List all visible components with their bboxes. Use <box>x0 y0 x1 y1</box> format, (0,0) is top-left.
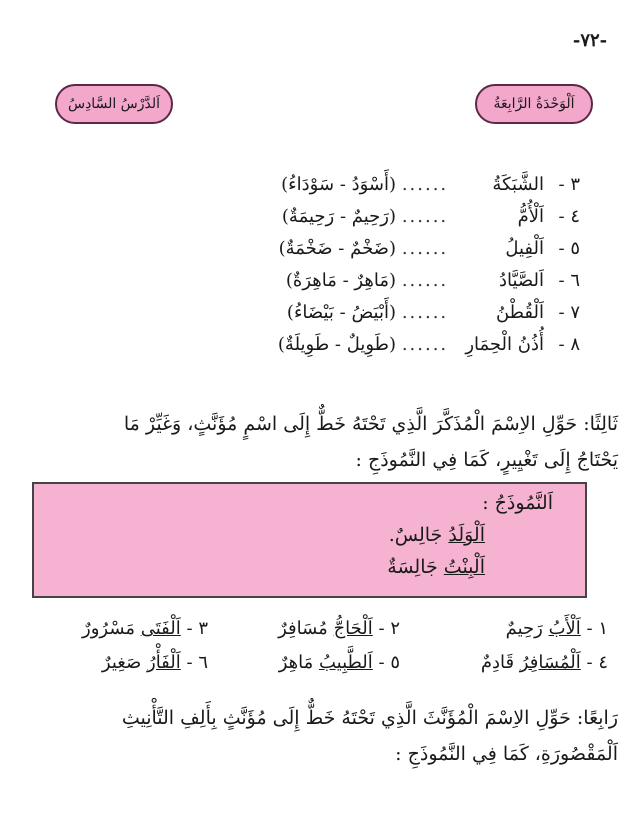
example-predicate: صَغِيرٌ <box>101 652 142 673</box>
model-box <box>32 482 587 598</box>
exercise-4-text-1: حَوِّلِ الاِسْمَ الْمُؤَنَّثَ الَّذِي تَحْتَهُ خَطٌّ إِلَى مُؤَنَّثٍ بِأَلِفِ التَّأْنِيثِ <box>121 707 571 729</box>
vocab-row <box>220 168 580 200</box>
example-subject: اَلْفَتَى <box>140 618 181 639</box>
vocab-word: اَلْفِيلُ <box>505 237 544 259</box>
vocab-dots: ...... <box>401 301 449 323</box>
vocab-row <box>220 296 580 328</box>
exercise-4-instruction <box>20 700 618 772</box>
vocab-list <box>220 168 580 360</box>
vocab-options: (ضَخْمٌ - ضَخْمَةٌ) <box>278 237 396 259</box>
exercise-3-instruction <box>20 406 618 478</box>
vocab-row <box>220 264 580 296</box>
example-number: ٦ - <box>186 652 208 673</box>
vocab-word: اَلصَّيَّادُ <box>498 269 544 291</box>
example-number: ١ - <box>586 618 608 639</box>
vocab-number: ٦ - <box>558 269 580 291</box>
example-predicate: مَاهِرٌ <box>278 652 314 673</box>
example-item <box>418 618 608 639</box>
model-rest-2: جَالِسَةٌ <box>387 556 438 578</box>
vocab-dots: ...... <box>401 237 449 259</box>
vocab-number: ٥ - <box>558 237 580 259</box>
vocab-options: (رَحِيمٌ - رَحِيمَةٌ) <box>281 205 396 227</box>
example-item <box>418 652 608 673</box>
vocab-dots: ...... <box>401 269 449 291</box>
example-subject: اَلْحَاجُّ <box>333 618 373 639</box>
vocab-word: اَلْأُمُّ <box>517 205 544 227</box>
example-item <box>18 652 208 673</box>
vocab-row <box>220 328 580 360</box>
vocab-options: (أَسْوَدُ - سَوْدَاءُ) <box>281 173 396 195</box>
model-title: اَلنَّمُوذَجُ : <box>482 492 553 514</box>
example-predicate: مُسَافِرٌ <box>278 618 328 639</box>
unit-badge: اَلْوَحْدَةُ الرَّابِعَةُ <box>475 84 593 124</box>
exercise-3-text-1: حَوِّلِ الاِسْمَ الْمُذَكَّرَ الَّذِي تَحْتَهُ خَطٌّ إِلَى اسْمٍ مُؤَنَّثٍ، وَغَيِّرْ مَا <box>123 413 578 435</box>
vocab-row <box>220 232 580 264</box>
vocab-word: أُذُنُ الْحِمَارِ <box>465 333 544 355</box>
vocab-number: ٤ - <box>558 205 580 227</box>
model-word-2: اَلْبِنْتُ <box>443 556 485 578</box>
vocab-word: اَلْقُطْنُ <box>495 301 544 323</box>
exercise-4-line-1 <box>20 700 618 736</box>
example-item <box>210 618 400 639</box>
vocab-number: ٣ - <box>558 173 580 195</box>
example-number: ٥ - <box>378 652 400 673</box>
example-predicate: رَحِيمٌ <box>505 618 543 639</box>
exercise-3-heading: ثَالِثًا: <box>583 413 618 435</box>
exercise-3-line-1 <box>20 406 618 442</box>
vocab-number: ٧ - <box>558 301 580 323</box>
vocab-row <box>220 200 580 232</box>
example-predicate: قَادِمٌ <box>480 652 515 673</box>
vocab-dots: ...... <box>401 333 449 355</box>
model-line-1 <box>389 524 485 546</box>
page-number: -٧٢- <box>572 30 608 51</box>
example-subject: اَلْأَبُ <box>548 618 581 639</box>
lesson-badge: اَلدَّرْسُ السَّادِسُ <box>55 84 173 124</box>
vocab-options: (أَبْيَضُ - بَيْضَاءُ) <box>286 301 396 323</box>
model-line-2 <box>387 556 485 578</box>
vocab-word: الشَّبَكَةُ <box>492 173 544 195</box>
model-word-1: اَلْوَلَدُ <box>448 524 485 546</box>
example-item <box>210 652 400 673</box>
model-rest-1: جَالِسٌ. <box>388 524 443 546</box>
example-number: ٣ - <box>186 618 208 639</box>
vocab-options: (مَاهِرٌ - مَاهِرَةٌ) <box>285 269 396 291</box>
vocab-number: ٨ - <box>558 333 580 355</box>
vocab-dots: ...... <box>401 173 449 195</box>
vocab-options: (طَوِيلٌ - طَوِيلَةٌ) <box>277 333 396 355</box>
example-predicate: مَسْرُورٌ <box>82 618 136 639</box>
exercise-4-heading: رَابِعًا: <box>576 707 618 729</box>
exercise-3-text-2: يَحْتَاجُ إِلَى تَغْيِيرٍ، كَمَا فِي النَّمُوذَجِ : <box>355 449 618 471</box>
example-subject: اَلْمُسَافِرُ <box>519 652 581 673</box>
example-number: ٤ - <box>586 652 608 673</box>
vocab-dots: ...... <box>401 205 449 227</box>
example-subject: اَلطَّبِيبُ <box>318 652 373 673</box>
example-number: ٢ - <box>378 618 400 639</box>
example-subject: اَلْفَأْرُ <box>147 652 181 673</box>
exercise-4-text-2: اَلْمَقْصُورَةِ، كَمَا فِي النَّمُوذَجِ : <box>395 743 618 765</box>
example-item <box>18 618 208 639</box>
